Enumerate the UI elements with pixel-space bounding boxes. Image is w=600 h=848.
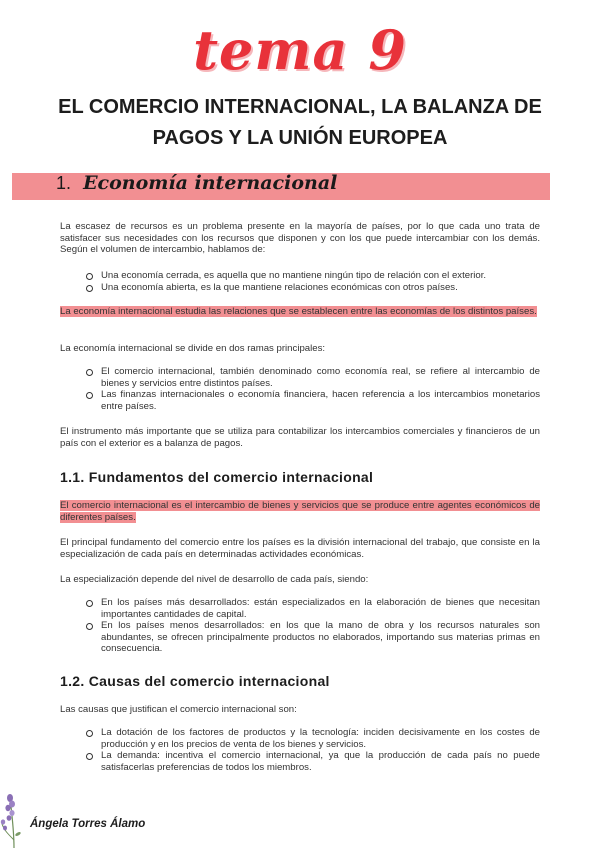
highlighted-text: El comercio internacional es el intercambio de bienes y servicios que se produce entre agentes económicos de diferentes países. <box>60 500 540 523</box>
main-title-line-2: PAGOS Y LA UNIÓN EUROPEA <box>152 127 448 149</box>
specialization-list <box>84 597 540 655</box>
list-item: La dotación de los factores de productos y la tecnología: inciden decisivamente en los costes de producción y en los precios de venta de los bienes y servicios. <box>84 727 540 750</box>
list-item: Una economía cerrada, es aquella que no mantiene ningún tipo de relación con el exterior. <box>84 270 540 282</box>
highlighted-text: La economía internacional estudia las relaciones que se establecen entre las economías de los distintos países. <box>60 306 537 317</box>
paragraph-causes: Las causas que justifican el comercio internacional son: <box>60 704 297 715</box>
section-title: Economía internacional <box>83 172 338 194</box>
list-item: En los países más desarrollados: están especializados en la elaboración de bienes que necesitan importantes cantidades de capital. <box>84 597 540 620</box>
subsection-heading-1-1: 1.1. Fundamentos del comercio internacional <box>60 469 374 485</box>
section-number: 1. <box>56 173 72 193</box>
list-item: El comercio internacional, también denominado como economía real, se refiere al intercambio de bienes y servicios entre distintos países. <box>84 366 540 389</box>
lavender-flower-icon <box>0 790 30 848</box>
causes-list <box>84 727 540 773</box>
author-signature: Ángela Torres Álamo <box>30 818 146 830</box>
list-item: Una economía abierta, es la que mantiene relaciones económicas con otros países. <box>84 282 540 294</box>
highlight-definition <box>60 306 540 318</box>
topic-title: tema 9 <box>193 18 407 82</box>
section-heading <box>56 172 337 194</box>
paragraph-division: El principal fundamento del comercio entre los países es la división internacional del trabajo, que consiste en la especialización de cada país en determinadas actividades económicas. <box>60 537 540 560</box>
main-title <box>30 92 570 154</box>
main-title-line-1: EL COMERCIO INTERNACIONAL, LA BALANZA DE <box>58 96 542 118</box>
highlight-definition <box>60 500 540 523</box>
list-item: En los países menos desarrollados: en los que la mano de obra y los recursos naturales son abundantes, se ofrecen principalmente productos no elaborados, importando sus materias primas en consecuencia. <box>84 620 540 655</box>
paragraph-scarcity: La escasez de recursos es un problema presente en la mayoría de países, por lo que cada uno trata de satisfacer sus necesidades con los recursos que disponen y con los que puede intercambiar con los demás. Según el volumen de intercambio, hablamos de: <box>60 221 540 255</box>
paragraph-specialization: La especialización depende del nivel de desarrollo de cada país, siendo: <box>60 574 369 585</box>
subsection-heading-1-2: 1.2. Causas del comercio internacional <box>60 673 330 689</box>
paragraph-branches: La economía internacional se divide en dos ramas principales: <box>60 343 326 354</box>
paragraph-balance: El instrumento más importante que se utiliza para contabilizar los intercambios comerciales y financieros de un país con el exterior es a balanza de pagos. <box>60 426 540 449</box>
list-item: Las finanzas internacionales o economía financiera, hacen referencia a los intercambios monetarios entre países. <box>84 389 540 412</box>
list-item: La demanda: incentiva el comercio internacional, ya que la producción de cada país no puede satisfacerlas preferencias de todos los miembros. <box>84 750 540 773</box>
branches-list <box>84 366 540 412</box>
economy-types-list <box>84 270 540 293</box>
